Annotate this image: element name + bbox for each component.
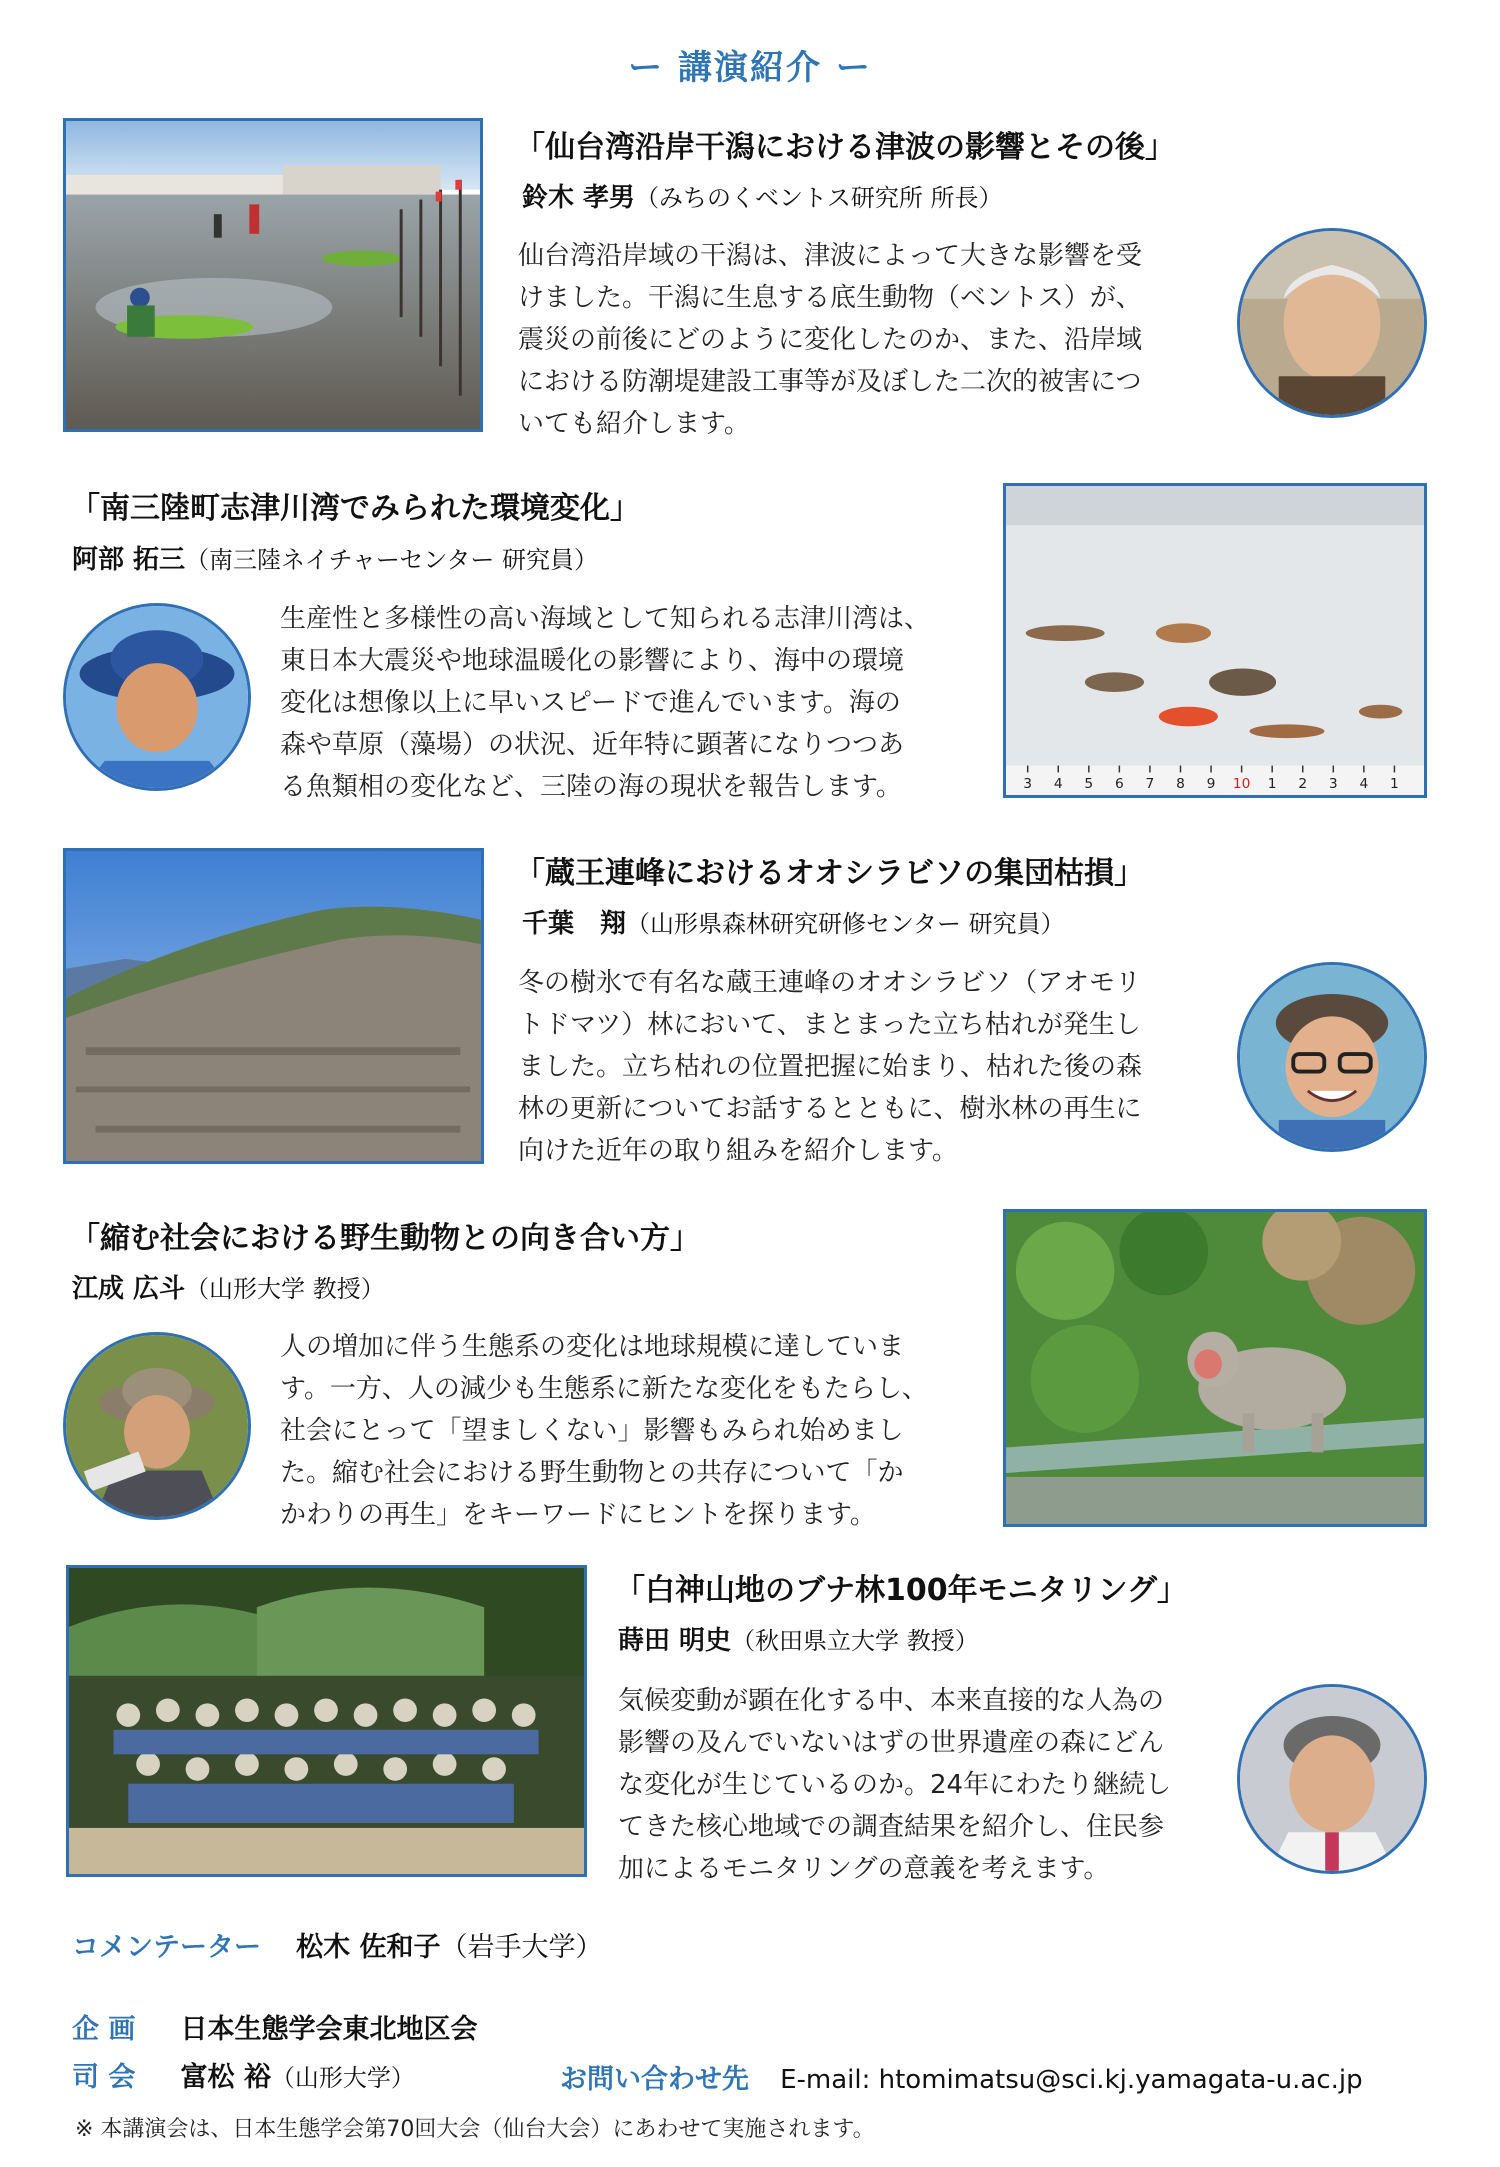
talk-3-title: 「蔵王連峰におけるオオシラビソの集団枯損」 [515,856,1145,891]
speaker-4-portrait [63,1332,251,1520]
speaker-3-portrait [1237,962,1427,1152]
speaker-name: 蒔田 明史 [618,1626,732,1656]
ruler-tick-label: 6 [1114,776,1124,793]
ruler-tick-label: 10 [1232,776,1251,793]
talk-4-speaker [72,1268,385,1305]
planning-value: 日本生態学会東北地区会 [180,2014,478,2045]
abstract-line: な変化が生じているのか。24年にわたり継続し [618,1770,1172,1800]
abstract-line: 影響の及んでいないはずの世界遺産の森にどん [618,1728,1165,1758]
talk-1-abstract [518,235,1218,445]
moderator-name: 富松 裕 [180,2062,271,2093]
speaker-name: 千葉 翔 [522,909,627,939]
moderator-row [72,2055,415,2094]
speaker-name: 鈴木 孝男 [522,183,636,213]
talk-2-title: 「南三陸町志津川湾でみられた環境変化」 [70,491,640,526]
ruler-tick-label: 3 [1328,776,1338,793]
abstract-line: 冬の樹氷で有名な蔵王連峰のオオシラビソ（アオモリ [518,968,1141,998]
ruler-tick-label: 9 [1206,776,1216,793]
speaker-affiliation: （みちのくベントス研究所 所長） [635,184,1003,212]
group-photo [66,1565,587,1877]
abstract-line: ました。立ち枯れの位置把握に始まり、枯れた後の森 [518,1052,1143,1082]
abstract-line: す。一方、人の減少も生態系に新たな変化をもたらし、 [280,1374,928,1404]
ruler-tick-label: 8 [1176,776,1185,793]
abstract-line: 震災の前後にどのように変化したのか、また、沿岸域 [518,325,1143,355]
abstract-line: 森や草原（藻場）の状況、近年特に顕著になりつつあ [280,730,905,760]
abstract-line: いても紹介します。 [518,409,750,439]
footnote: ※ 本講演会は、日本生態学会第70回大会（仙台大会）にあわせて実施されます。 [75,2117,875,2142]
speaker-5-portrait [1237,1684,1427,1874]
speaker-2-portrait [63,603,251,791]
talk-5-abstract [618,1680,1238,1890]
abstract-line: 生産性と多様性の高い海域として知られる志津川湾は、 [280,604,931,634]
ruler-tick-label: 4 [1053,776,1063,793]
moderator-label: 司 会 [72,2062,136,2093]
abstract-line: てきた核心地域での調査結果を紹介し、住民参 [618,1812,1165,1842]
page-title: ー 講演紹介 ー [628,48,872,88]
ruler-tick-label: 3 [1023,776,1033,793]
speaker-name: 阿部 拓三 [72,545,186,575]
ruler-tick-label: 1 [1267,776,1277,793]
abstract-line: 向けた近年の取り組みを紹介します。 [518,1136,958,1166]
talk-5-title: 「白神山地のブナ林100年モニタリング」 [615,1573,1188,1608]
abstract-line: トドマツ）林において、まとまった立ち枯れが発生し [518,1010,1141,1040]
talk-4-title: 「縮む社会における野生動物との向き合い方」 [70,1221,700,1256]
talk-4-abstract [280,1326,1000,1536]
dead-forest-photo [63,848,484,1164]
moderator-affiliation: （山形大学） [270,2064,415,2092]
tidal-flat-photo [63,118,483,432]
ruler-tick-label: 5 [1084,776,1094,793]
ruler-tick-label: 2 [1298,776,1308,793]
abstract-line: 気候変動が顕在化する中、本来直接的な人為の [618,1686,1165,1716]
talk-5-speaker [618,1620,979,1657]
planning-label: 企 画 [72,2014,136,2045]
contact-email-link[interactable]: E-mail: htomimatsu@sci.kj.yamagata-u.ac.jp [780,2065,1363,2095]
commentator-row [72,1925,603,1964]
talk-3-speaker [522,903,1065,940]
ruler-tick-label: 1 [1390,776,1399,793]
talk-2-abstract [280,598,1000,808]
commentator-name: 松木 佐和子 [296,1932,441,1963]
abstract-line: た。縮む社会における野生動物との共存について「か [280,1458,904,1488]
contact-label: お問い合わせ先 [560,2064,749,2095]
talk-1-speaker [522,177,1002,214]
talk-3-abstract [518,962,1218,1172]
speaker-affiliation: （山形大学 教授） [185,1275,385,1303]
commentator-affiliation: （岩手大学） [440,1932,603,1963]
speaker-affiliation: （南三陸ネイチャーセンター 研究員） [185,546,599,574]
planning-row [72,2007,478,2046]
abstract-line: 林の更新についてお話するとともに、樹氷林の再生に [518,1094,1142,1124]
abstract-line: 東日本大震災や地球温暖化の影響により、海中の環境 [280,646,905,676]
fish-tank-photo [1003,483,1427,798]
abstract-line: かわりの再生」をキーワードにヒントを探ります。 [280,1500,876,1530]
speaker-1-portrait [1237,228,1427,418]
speaker-affiliation: （山形県森林研究研修センター 研究員） [626,910,1065,938]
commentator-label: コメンテーター [72,1932,261,1963]
contact-row [560,2057,1363,2096]
abstract-line: けました。干潟に生息する底生動物（ベントス）が、 [518,283,1142,313]
abstract-line: 社会にとって「望ましくない」影響もみられ始めまし [280,1416,904,1446]
speaker-affiliation: （秋田県立大学 教授） [731,1627,979,1655]
talk-1-title: 「仙台湾沿岸干潟における津波の影響とその後」 [515,130,1175,165]
abstract-line: 加によるモニタリングの意義を考えます。 [618,1854,1110,1884]
abstract-line: 変化は想像以上に早いスピードで進んでいます。海の [280,688,901,718]
abstract-line: 仙台湾沿岸域の干潟は、津波によって大きな影響を受 [518,241,1143,271]
abstract-line: における防潮堤建設工事等が及ぼした二次的被害につ [518,367,1142,397]
abstract-line: る魚類相の変化など、三陸の海の現状を報告します。 [280,772,902,802]
speaker-name: 江成 広斗 [72,1274,186,1304]
ruler-tick-label: 4 [1359,776,1369,793]
abstract-line: 人の増加に伴う生態系の変化は地球規模に達していま [280,1332,905,1362]
ruler-tick-label: 7 [1145,776,1155,793]
talk-2-speaker [72,539,598,576]
monkey-photo [1003,1209,1427,1527]
